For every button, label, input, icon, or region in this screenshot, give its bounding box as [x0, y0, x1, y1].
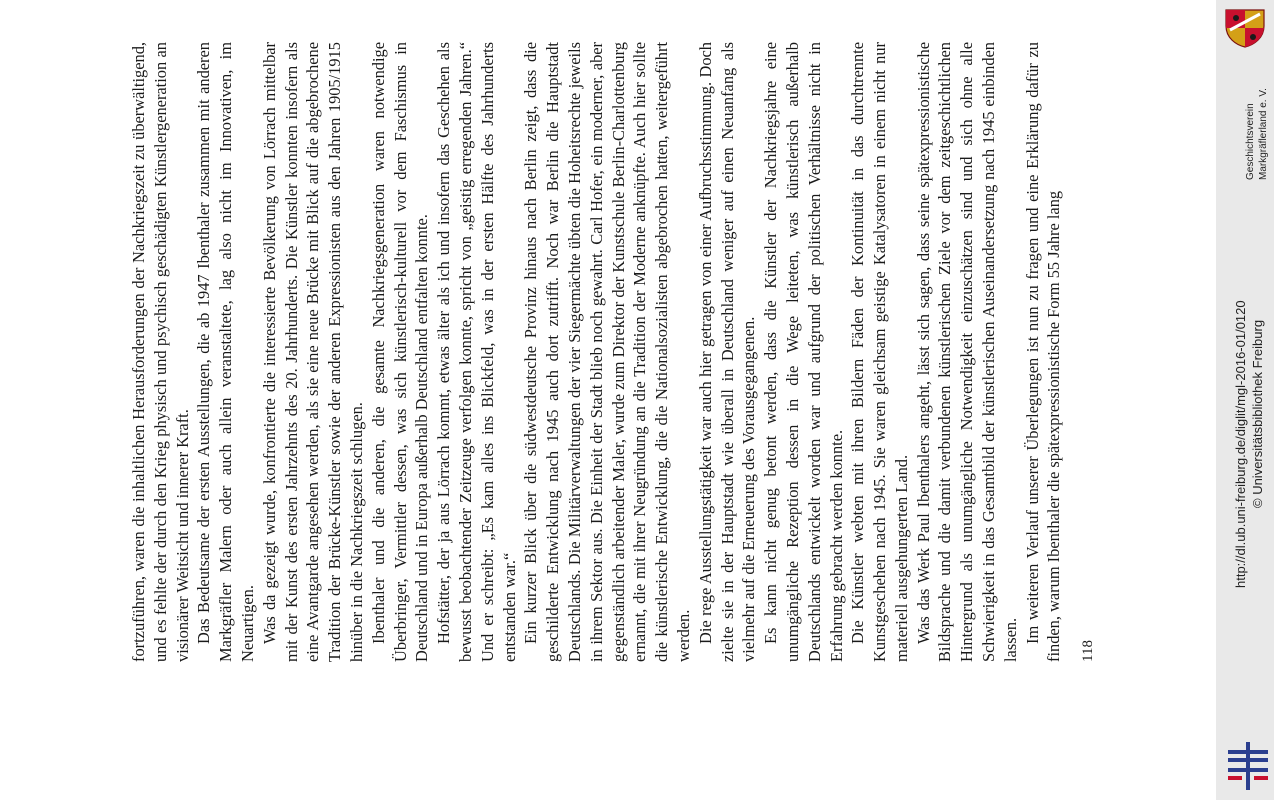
- paragraph: Ein kurzer Blick über die südwestdeutsche Provinz hinaus nach Berlin zeigt, dass die geschilderte Entwicklung nach 1945 auch dort zutrifft. Noch war Berlin die Hauptstadt Deutschlands. Die Militärverwaltungen der vier Siegermächte übten die Hoheitsrechte jeweils in ihrem Sektor aus. Die Einheit der Stadt blieb noch gewahrt. Carl Hofer, ein moderner, aber gegenständlich arbeitender Maler, wurde zum Direktor der Kunstschule Berlin-Charlottenburg ernannt, die mit ihrer Neugründung an die Tradition der Moderne anknüpfte. Auch hier sollte die künstlerische Entwicklung, die die Nationalsozialisten abgebrochen hatten, weitergeführt werden.: [521, 42, 693, 662]
- source-url-link[interactable]: http://dl.ub.uni-freiburg.de/diglit/mgl-2016-01/0120: [1233, 300, 1248, 588]
- document-page: [128, 42, 1096, 662]
- paragraph: Was das Werk Paul Ibenthalers angeht, lässt sich sagen, dass seine spätexpressionistische Bildsprache und die damit verbundenen künstlerischen Ziele vor dem zeitgeschichtlichen Hintergrund als unumgängliche Notwendigkeit einzuschätzen sind und sich ohne alle Schwierigkeit in das Gesamtbild der künstlerischen Auseinandersetzung nach 1945 einbinden lassen.: [913, 42, 1020, 662]
- page-number: 118: [1080, 640, 1096, 662]
- society-name-line1: Geschichtsverein: [1245, 103, 1256, 180]
- ub-freiburg-logo-icon: [1226, 742, 1270, 790]
- paragraph: Die Künstler webten mit ihren Bildern Fäden der Kontinuität in das durchtrennte Kunstgeschehen nach 1945. Sie waren gleichsam geistige Katalysatoren in einem nicht nur materiell ausgehungerten Land.: [848, 42, 911, 662]
- paragraph: Hofstätter, der ja aus Lörrach kommt, etwas älter als ich und insofern das Geschehen als bewusst beobachtender Zeitzeuge verfolgen konnte, spricht von „geistig erregenden Jahren.“ Und er schreibt: „Es kam alles ins Blickfeld, was in der ersten Hälfte des Jahrhunderts entstanden war.“: [434, 42, 519, 662]
- coat-of-arms-icon: [1222, 8, 1268, 48]
- body-text: [128, 42, 1065, 662]
- paragraph: Ibenthaler und die anderen, die gesamte Nachkriegsgeneration waren notwendige Überbringer, Vermittler dessen, was sich künstlerisch-kulturell vor dem Faschismus in Deutschland und in Europa außerhalb Deutschland entfalten konnte.: [368, 42, 432, 662]
- paragraph: Das Bedeutsame der ersten Ausstellungen, die ab 1947 Ibenthaler zusammen mit anderen Markgräfler Malern oder auch allein veranstaltete, lag also nicht im Innovativen, im Neuartigen.: [194, 42, 257, 662]
- paragraph: Im weiteren Verlauf unserer Überlegungen ist nun zu fragen und eine Erklärung dafür zu finden, warum Ibenthaler die spätexpressionistische Form 55 Jahre lang: [1022, 42, 1064, 662]
- copyright-notice: © Universitätsbibliothek Freiburg: [1250, 319, 1265, 508]
- society-name-line2: Markgräflerland e. V.: [1258, 88, 1269, 180]
- paragraph: Die rege Ausstellungstätigkeit war auch hier getragen von einer Aufbruchsstimmung. Doch zielte sie in der Hauptstadt wie überall in Deutschland weniger auf einen Neuanfang als vielmehr auf die Erneuerung des Vorausgegangenen.: [695, 42, 759, 662]
- paragraph: fortzuführen, waren die inhaltlichen Herausforderungen der Nachkriegszeit zu überwältigend, und es fehlte der durch den Krieg physisch und psychisch geschädigten Künstlergeneration an visionärer Weitsicht und innerer Kraft.: [129, 42, 192, 662]
- paragraph: Was da gezeigt wurde, konfrontierte die interessierte Bevölkerung von Lörrach mittelbar mit der Kunst des ersten Jahrzehnts des 20. Jahrhunderts. Die Künstler konnten insofern als eine Avantgarde angesehen werden, als sie eine neue Brücke mit Blick auf die abgebrochene Tradition der Brücke-Künstler sowie der anderen Expressionisten aus den Jahren 1905/1915 hinüber in die Nachkriegszeit schlugen.: [259, 42, 366, 662]
- paragraph: Es kann nicht genug betont werden, dass die Künstler der Nachkriegsjahre eine unumgängliche Rezeption dessen in die Wege leiteten, was künstlerisch außerhalb Deutschlands entwickelt worden war und aufgrund der politischen Verhältnisse nicht in Erfahrung gebracht werden konnte.: [761, 42, 846, 662]
